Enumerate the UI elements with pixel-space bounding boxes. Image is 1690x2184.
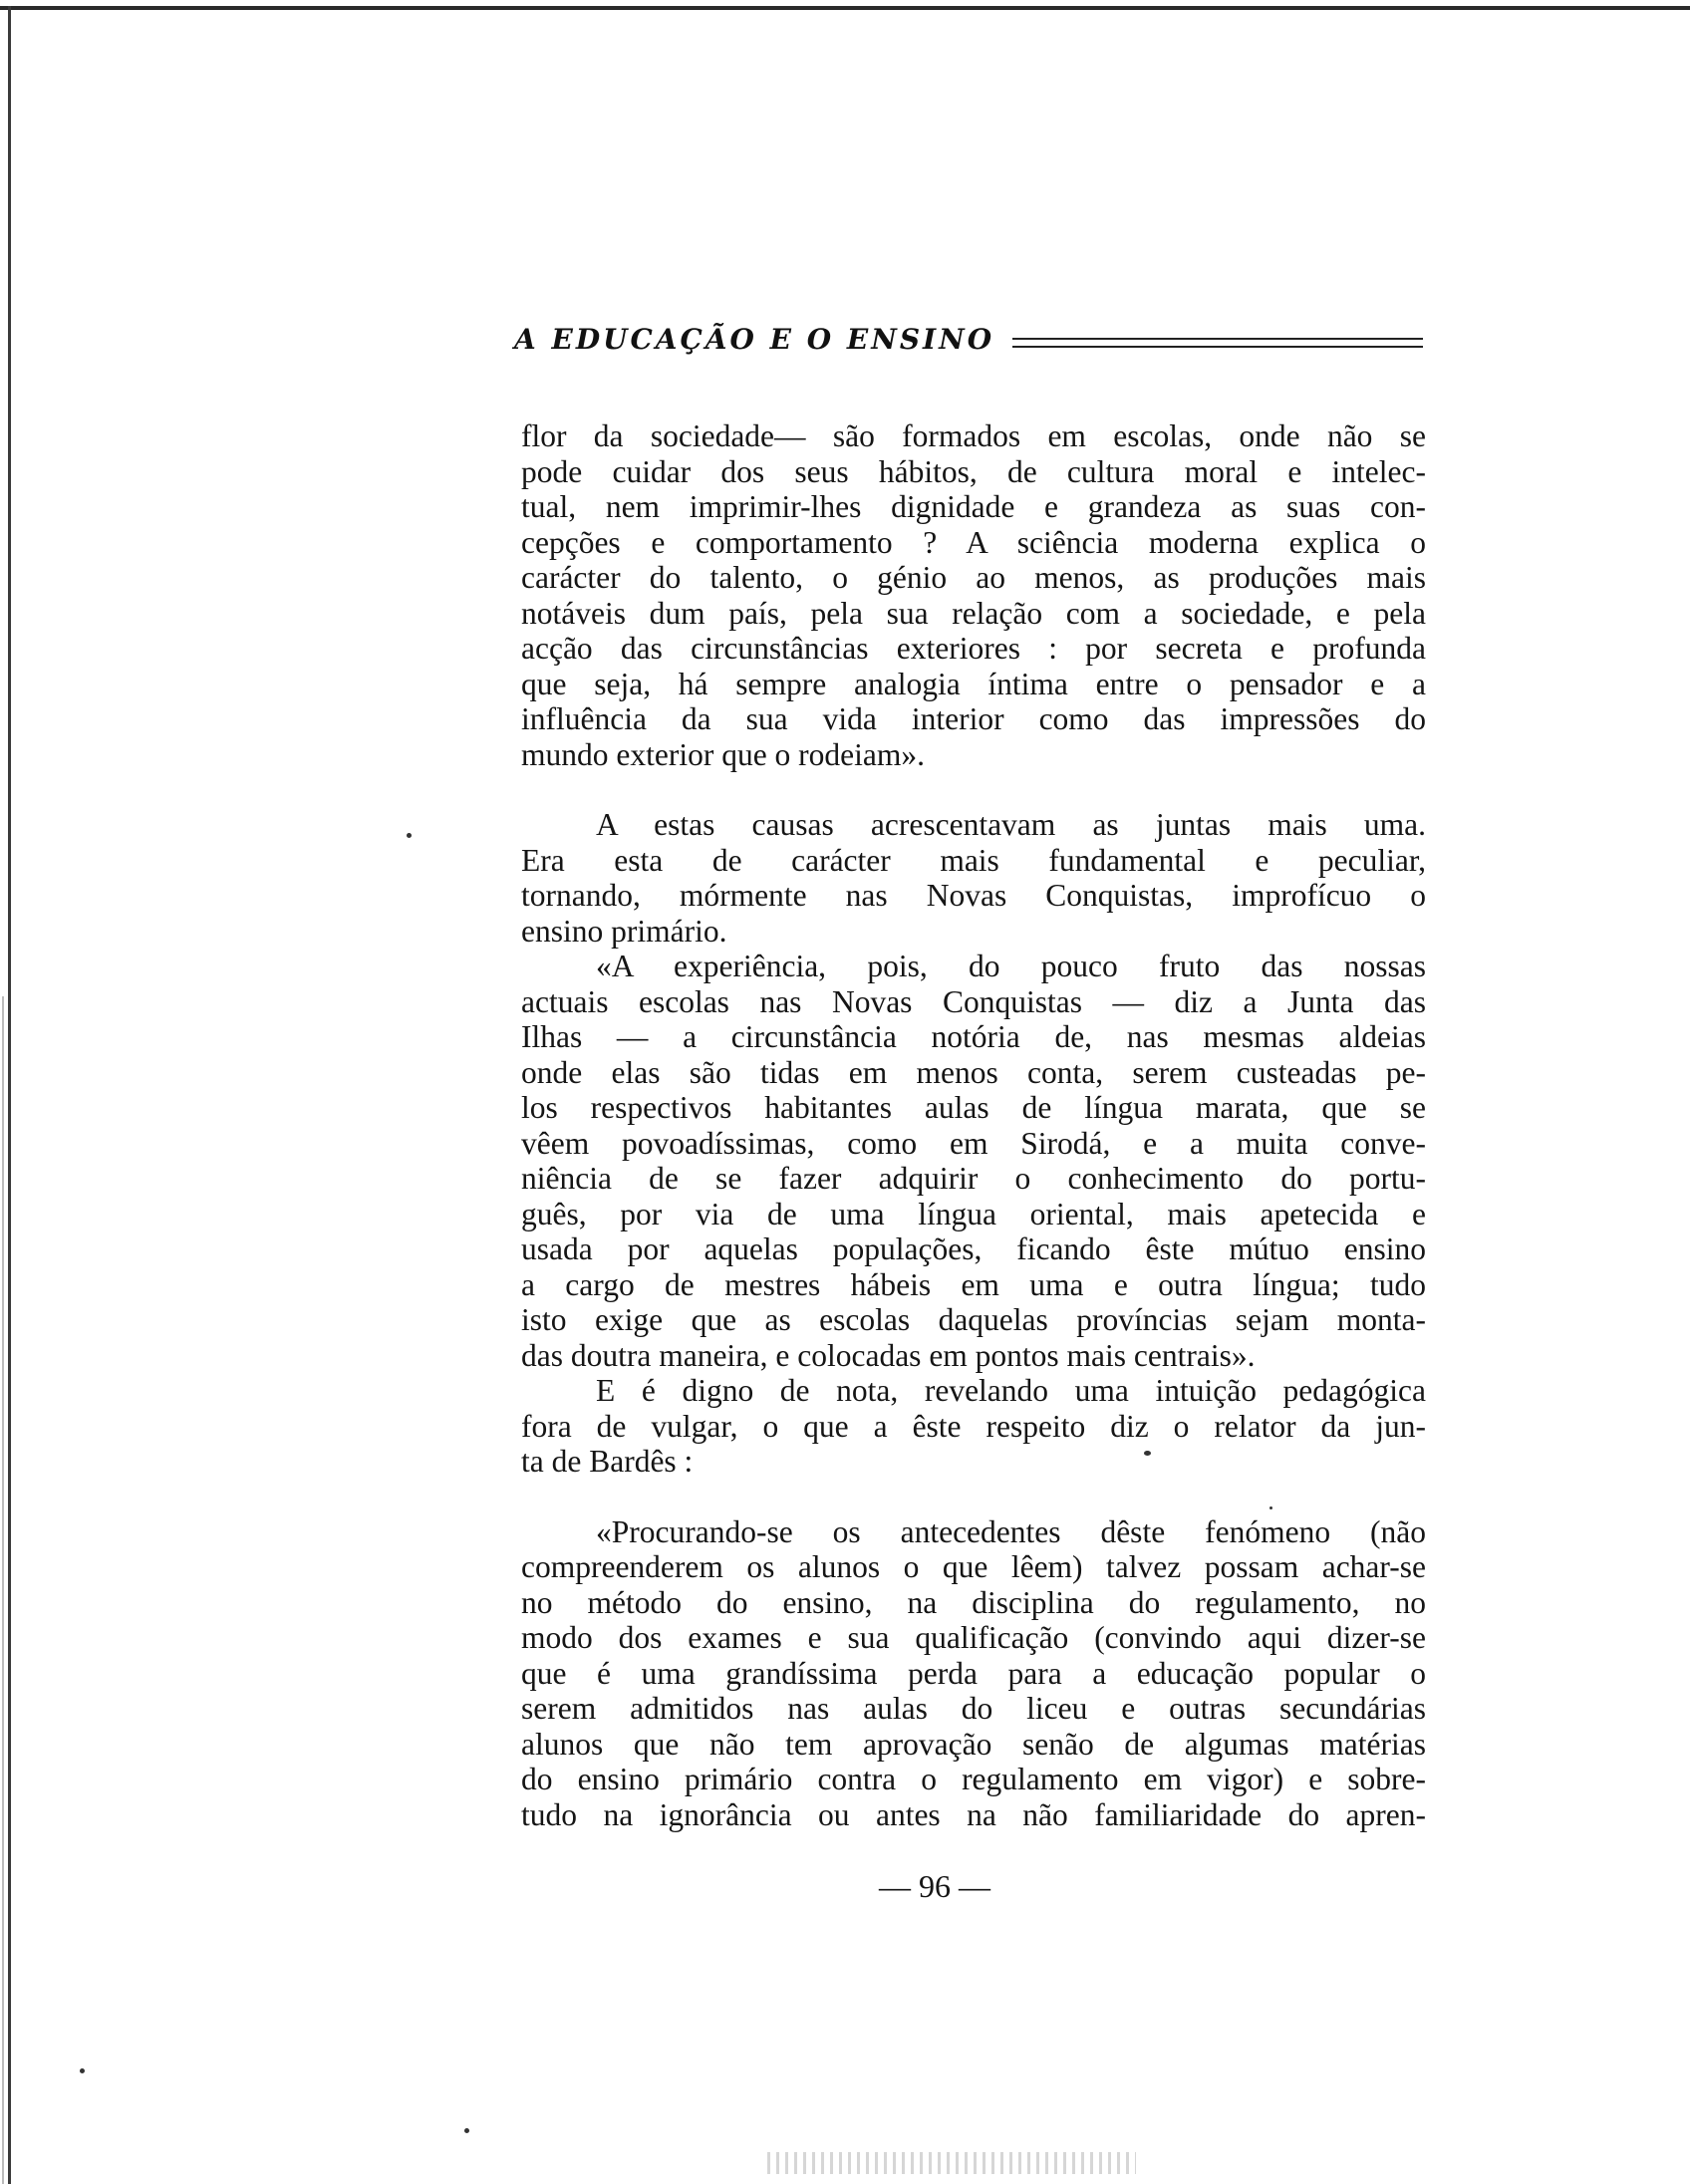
text-line: notáveis dum país, pela sua relação com a sociedade, e pela bbox=[521, 595, 1426, 631]
text-line: «A experiência, pois, do pouco fruto das nossas bbox=[596, 949, 1426, 983]
paragraph-gap bbox=[521, 772, 1426, 807]
scan-speck bbox=[407, 833, 412, 838]
text-line: compreenderem os alunos o que lêem) talvez possam achar-se bbox=[521, 1549, 1426, 1584]
running-header bbox=[514, 317, 1423, 361]
text-line: «Procurando-se os antecedentes dêste fenómeno (não bbox=[596, 1513, 1426, 1549]
text-line: guês, por via de uma língua oriental, mais apetecida e bbox=[521, 1196, 1426, 1231]
text-line: modo dos exames e sua qualificação (convindo aqui dizer-se bbox=[521, 1620, 1426, 1655]
scan-speck bbox=[1144, 1451, 1151, 1456]
paragraph-1 bbox=[521, 418, 1426, 772]
text-line: Ilhas — a circunstância notória de, nas mesmas aldeias bbox=[521, 1019, 1426, 1054]
text-line: que seja, há sempre analogia íntima entre o pensador e a bbox=[521, 666, 1426, 701]
paragraph-2 bbox=[521, 807, 1426, 949]
text-line: influência da sua vida interior como das impressões do bbox=[521, 701, 1426, 736]
text-line: ta de Bardês : bbox=[521, 1444, 694, 1479]
scan-speck bbox=[464, 2128, 469, 2133]
text-line: niência de se fazer adquirir o conhecimento do portu- bbox=[521, 1161, 1426, 1196]
text-line: a cargo de mestres hábeis em uma e outra língua; tudo bbox=[521, 1266, 1426, 1302]
paragraph-4 bbox=[521, 1373, 1426, 1480]
text-line: vêem povoadíssimas, como em Sirodá, e a muita conve- bbox=[521, 1125, 1426, 1161]
running-title: A EDUCAÇÃO E O ENSINO bbox=[514, 322, 995, 356]
text-line: actuais escolas nas Novas Conquistas — diz a Junta das bbox=[521, 983, 1426, 1019]
text-line: das doutra maneira, e colocadas em pontos mais centrais». bbox=[521, 1337, 1256, 1373]
text-line: no método do ensino, na disciplina do regulamento, no bbox=[521, 1584, 1426, 1620]
text-line: mundo exterior que o rodeiam». bbox=[521, 736, 926, 772]
paragraph-gap bbox=[521, 1480, 1426, 1514]
text-line: flor da sociedade— são formados em escolas, onde não se bbox=[521, 418, 1426, 453]
text-line: tudo na ignorância ou antes na não familiaridade do apren- bbox=[521, 1796, 1426, 1832]
scan-smudge bbox=[767, 2152, 1136, 2174]
scan-speck bbox=[80, 2068, 85, 2073]
page-edge-shadow bbox=[2, 996, 4, 2184]
text-line: pode cuidar dos seus hábitos, de cultura moral e intelec- bbox=[521, 453, 1426, 489]
page-edge-left bbox=[8, 6, 11, 2184]
text-line: fora de vulgar, o que a êste respeito diz o relator da jun- bbox=[521, 1408, 1426, 1444]
text-line: Era esta de carácter mais fundamental e peculiar, bbox=[521, 842, 1426, 878]
text-line: onde elas são tidas em menos conta, serem custeadas pe- bbox=[521, 1054, 1426, 1090]
text-line: tornando, mórmente nas Novas Conquistas, improfícuo o bbox=[521, 878, 1426, 913]
page-body bbox=[521, 418, 1426, 1832]
text-line: serem admitidos nas aulas do liceu e outras secundárias bbox=[521, 1691, 1426, 1726]
text-line: usada por aquelas populações, ficando êste mútuo ensino bbox=[521, 1231, 1426, 1266]
text-line: ensino primário. bbox=[521, 913, 727, 949]
text-line: E é digno de nota, revelando uma intuição pedagógica bbox=[596, 1373, 1426, 1408]
text-line: A estas causas acrescentavam as juntas mais uma. bbox=[596, 807, 1426, 842]
text-line: carácter do talento, o génio ao menos, as produções mais bbox=[521, 560, 1426, 595]
header-double-rule bbox=[1012, 338, 1423, 348]
text-line: tual, nem imprimir-lhes dignidade e grandeza as suas con- bbox=[521, 489, 1426, 524]
page-edge-top bbox=[0, 6, 1690, 10]
text-line: acção das circunstâncias exteriores : por secreta e profunda bbox=[521, 631, 1426, 666]
page-number: — 96 — bbox=[879, 1868, 990, 1904]
text-line: do ensino primário contra o regulamento em vigor) e sobre- bbox=[521, 1762, 1426, 1796]
text-line: cepções e comportamento ? A sciência moderna explica o bbox=[521, 524, 1426, 560]
text-line: que é uma grandíssima perda para a educação popular o bbox=[521, 1655, 1426, 1691]
paragraph-3-quote bbox=[521, 949, 1426, 1373]
text-line: los respectivos habitantes aulas de língua marata, que se bbox=[521, 1090, 1426, 1125]
text-line: alunos que não tem aprovação senão de algumas matérias bbox=[521, 1726, 1426, 1762]
scan-speck bbox=[1269, 1506, 1272, 1509]
paragraph-5-quote bbox=[521, 1514, 1426, 1833]
text-line: isto exige que as escolas daquelas províncias sejam monta- bbox=[521, 1302, 1426, 1337]
